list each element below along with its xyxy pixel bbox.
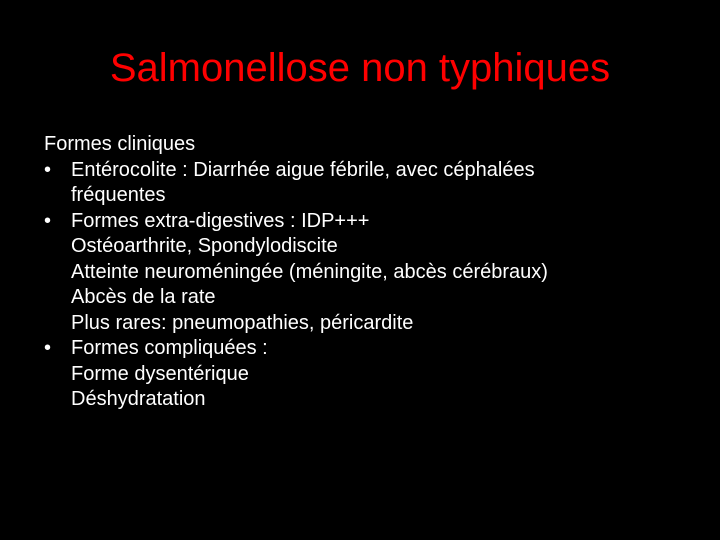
sub-line: Atteinte neuroméningée (méningite, abcès cérébraux) [71, 260, 548, 283]
slide-title: Salmonellose non typhiques [109, 46, 611, 90]
sub-line: Plus rares: pneumopathies, péricardite [71, 311, 414, 334]
bullet-icon: • [44, 209, 52, 232]
slide-body [44, 132, 704, 413]
bullet-continuation: fréquentes [71, 184, 166, 206]
sub-line: Déshydratation [71, 388, 206, 410]
bullet-text: Formes compliquées : [71, 337, 268, 359]
bullet-item-extra-digestives [44, 209, 704, 235]
bullet-text: Formes extra-digestives : IDP+++ [71, 209, 370, 232]
bullet-item-enterocolite [44, 158, 704, 184]
sub-line: Abcès de la rate [71, 286, 216, 308]
bullet-icon: • [44, 158, 52, 181]
sub-line: Ostéoarthrite, Spondylodiscite [71, 235, 338, 257]
bullet-item-compliquees [44, 336, 704, 362]
sub-line: Forme dysentérique [71, 362, 249, 385]
bullet-text: Entérocolite : Diarrhée aigue fébrile, avec céphalées [71, 158, 535, 181]
section-heading: Formes cliniques [44, 133, 196, 155]
bullet-icon: • [44, 337, 52, 359]
